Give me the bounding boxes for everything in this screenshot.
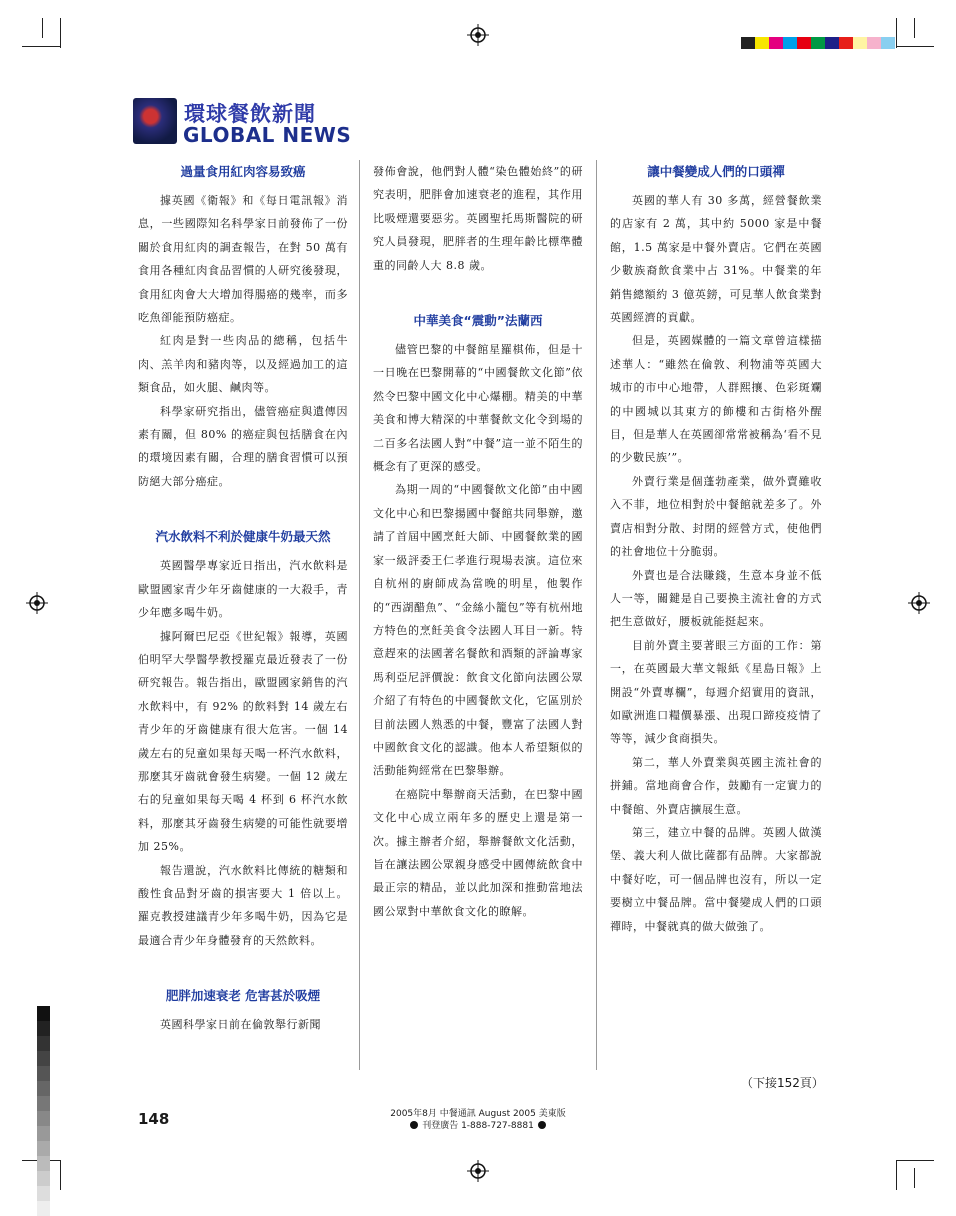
gray-swatch <box>37 1171 50 1186</box>
crop-mark <box>22 46 60 47</box>
column-divider <box>596 160 597 1070</box>
color-swatch <box>853 37 867 49</box>
article-headline: 肥胖加速衰老 危害甚於吸煙 <box>165 988 321 1004</box>
article-paragraph: 英國的華人有 30 多萬，經營餐飲業的店家有 2 萬，其中約 5000 家是中餐館，1.5 萬家是中餐外賣店。它們在英國少數族裔飲食業中占 31%。中餐業的年銷售總額約 3 億英鎊，可見華人飲食業對英國經濟的貢獻。 <box>610 194 822 325</box>
bullet-icon <box>410 1121 418 1129</box>
section-title-chinese: 環球餐飲新聞 <box>184 102 316 126</box>
gray-swatch <box>37 1141 50 1156</box>
footer-issue-line: 2005年8月 中餐通訊 August 2005 美東版 <box>390 1109 566 1119</box>
color-swatch <box>741 37 755 49</box>
registration-mark-icon <box>467 1160 489 1182</box>
article-headline: 過量食用紅肉容易致癌 <box>180 164 306 179</box>
footer-ad-line <box>0 1118 956 1131</box>
article-headline: 汽水飲料不利於健康牛奶最天然 <box>155 529 331 545</box>
gray-swatch <box>37 1021 50 1036</box>
article-paragraph: 報告還說，汽水飲料比傳統的糖類和酸性食品對牙齒的損害要大 1 倍以上。羅克教授建議青少年多喝牛奶，因為它是最適合青少年身體發育的天然飲料。 <box>138 863 348 947</box>
continued-note: （下接152頁） <box>741 1076 824 1090</box>
registration-mark-icon <box>908 592 930 614</box>
article-headline: 讓中餐變成人們的口頭禪 <box>647 164 785 179</box>
article-paragraph: 紅肉是對一些肉品的總稱，包括牛肉、羔羊肉和豬肉等，以及經過加工的這類食品，如火腿、鹹肉等。 <box>138 334 348 395</box>
article-paragraph: 第二，華人外賣業與英國主流社會的拼鋪。當地商會合作，鼓勵有一定實力的中餐館、外賣店擴展生意。 <box>610 755 822 816</box>
registration-mark-icon <box>26 592 48 614</box>
bullet-icon <box>538 1121 546 1129</box>
crop-mark <box>60 1160 61 1190</box>
color-swatch <box>825 37 839 49</box>
gray-swatch <box>37 1006 50 1021</box>
article-paragraph: 為期一周的“中國餐飲文化節”由中國文化中心和巴黎揚國中餐館共同舉辦，邀請了首屆中國烹飪大師、中國餐飲業的國家一級評委王仁孝進行現場表演。這位來自杭州的廚師成為當晚的明星，他製作的“西湖醋魚”、“金絲小籠包”等有杭州地方特色的烹飪美食令法國人耳目一新。特意趕來的法國著名餐飲和酒類的評論專家馬利亞尼評價說：飲食文化節向法國公眾介紹了有特色的中國餐飲文化，它區別於目前法國人熟悉的中餐，豐富了法國人對中國飲食文化的認識。他本人希望類似的活動能夠經常在巴黎舉辦。 <box>373 483 583 778</box>
globe-logo-icon <box>133 98 177 144</box>
color-swatch <box>783 37 797 49</box>
article-paragraph: 發佈會說，他們對人體“染色體始終”的研究表明，肥胖會加速衰老的進程，其作用比吸煙還要惡劣。英國聖托馬斯醫院的研究人員發現，肥胖者的生理年齡比標準體重的同齡人大 8.8 歲。 <box>373 165 583 272</box>
column-3 <box>610 160 822 938</box>
gray-swatch <box>37 1186 50 1201</box>
gray-swatch <box>37 1081 50 1096</box>
gray-swatch <box>37 1201 50 1216</box>
registration-mark-icon <box>467 24 489 46</box>
article-paragraph: 但是，英國媒體的一篇文章曾這樣描述華人：“雖然在倫敦、利物浦等英國大城市的市中心地帶，人群熙攘、色彩斑斕的中國城以其東方的飾樓和古街格外醒目，但是華人在英國卻常常被稱為‘看不見的少數民族’”。 <box>610 334 822 465</box>
crop-mark <box>914 1168 915 1188</box>
crop-mark <box>914 18 915 38</box>
article-headline: 中華美食“震動”法蘭西 <box>413 313 543 329</box>
column-divider <box>359 160 360 1070</box>
gray-swatch <box>37 1051 50 1066</box>
article-paragraph: 第三，建立中餐的品牌。英國人做漢堡、義大利人做比薩都有品牌。大家都說中餐好吃，可一個品牌也沒有，所以一定要樹立中餐品牌。當中餐變成人們的口頭禪時，中餐就真的做大做強了。 <box>610 825 822 933</box>
page-number: 148 <box>138 1110 170 1128</box>
gray-swatch <box>37 1036 50 1051</box>
crop-mark <box>896 18 897 48</box>
color-calibration-bar <box>741 37 895 49</box>
article-paragraph: 在癌院中舉辦商天活動，在巴黎中國文化中心成立兩年多的歷史上還是第一次。據主辦者介紹，舉辦餐飲文化活動，旨在讓法國公眾親身感受中國傳統飲食中最正宗的精品，並以此加深和推動當地法國公眾對中華飲食文化的瞭解。 <box>373 787 583 918</box>
article-paragraph: 英國科學家日前在倫敦舉行新聞 <box>160 1018 321 1032</box>
color-swatch <box>867 37 881 49</box>
crop-mark <box>60 18 61 48</box>
article-paragraph: 據英國《衛報》和《每日電訊報》消息，一些國際知名科學家日前發佈了一份關於食用紅肉的調查報告，在對 50 萬有食用各種紅肉食品習慣的人研究後發現，食用紅肉會大大增加得腸癌的幾率，而多吃魚卻能預防癌症。 <box>138 194 348 325</box>
article-paragraph: 英國醫學專家近日指出，汽水飲料是歐盟國家青少年牙齒健康的一大殺手，青少年應多喝牛奶。 <box>138 559 348 620</box>
crop-mark <box>896 1160 934 1161</box>
color-swatch <box>811 37 825 49</box>
article-paragraph: 外賣也是合法賺錢，生意本身並不低人一等，關鍵是自己要換主流社會的方式把生意做好，腰板就能挺起來。 <box>610 568 822 629</box>
gray-swatch <box>37 1066 50 1081</box>
color-swatch <box>881 37 895 49</box>
crop-mark <box>42 18 43 38</box>
article-paragraph: 科學家研究指出，儘管癌症與遺傳因素有關，但 80% 的癌症與包括膳食在內的環境因素有關，合理的膳食習慣可以預防絕大部分癌症。 <box>138 404 348 488</box>
gray-swatch <box>37 1156 50 1171</box>
article-paragraph: 目前外賣主要著眼三方面的工作：第一，在英國最大華文報紙《星島日報》上開設“外賣專欄”，每週介紹實用的資訊，如歐洲進口糧價暴漲、出現口蹄疫疫情了等等，減少食商損失。 <box>610 638 822 746</box>
article-paragraph: 儘管巴黎的中餐館星羅棋佈，但是十一日晚在巴黎開幕的“中國餐飲文化節”依然令巴黎中國文化中心爆棚。精美的中華美食和博大精深的中華餐飲文化令到場的二百多名法國人對“中餐”這一並不陌生的概念有了更深的感受。 <box>373 343 583 474</box>
footer-ad-text: 刊登廣告 1-888-727-8881 <box>422 1121 534 1131</box>
crop-mark <box>896 46 934 47</box>
article-paragraph: 據阿爾巴尼亞《世紀報》報導，英國伯明罕大學醫學教授羅克最近發表了一份研究報告。報告指出，歐盟國家銷售的汽水飲料中，有 92% 的飲料對 14 歲左右青少年的牙齒健康有很大危害。一個 14 歲左右的兒童如果每天喝一杯汽水飲料，那麼其牙齒就會發生病變。一個 12 歲左右的兒童如果每天喝 4 杯到 6 杯汽水飲料，那麼其牙齒發生病變的可能性就要增加 25%。 <box>138 629 348 854</box>
color-swatch <box>769 37 783 49</box>
column-2 <box>373 160 583 923</box>
color-swatch <box>755 37 769 49</box>
section-title-english: GLOBAL NEWS <box>183 123 352 147</box>
column-1 <box>138 160 348 1037</box>
color-swatch <box>797 37 811 49</box>
crop-mark <box>896 1160 897 1190</box>
article-paragraph: 外賣行業是個蓬勃產業，做外賣雖收入不菲，地位相對於中餐館就差多了。外賣店相對分散、封閉的經營方式，使他們的社會地位十分脆弱。 <box>610 474 822 559</box>
color-swatch <box>839 37 853 49</box>
